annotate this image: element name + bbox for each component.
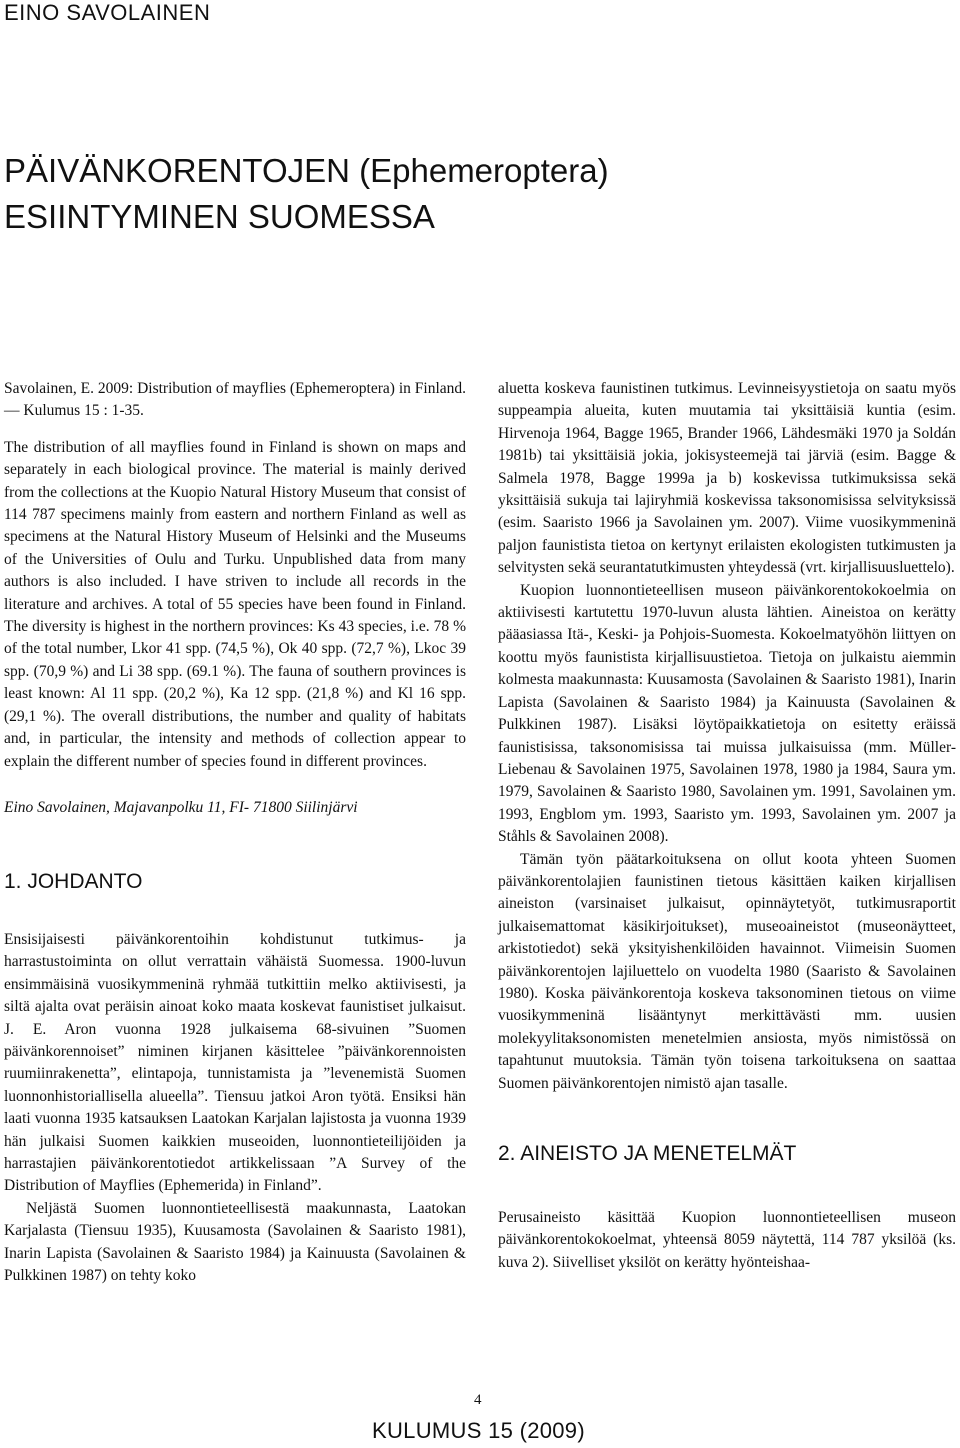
materials-paragraph-1: Perusaineisto käsittää Kuopion luonnontieteellisen museon päivänkorentokokoelmat, yhteensä 8059 näytettä, 114 787 yksilöä (ks. kuva 2). Siivelliset yksilöt on kerätty hyönteishaa-: [498, 1209, 956, 1271]
article-title: [4, 148, 904, 240]
right-column: [498, 378, 956, 1274]
page-number: 4: [474, 1392, 482, 1408]
journal-footer: KULUMUS 15 (2009): [372, 1418, 585, 1443]
section-heading-introduction: 1. JOHDANTO: [4, 869, 143, 893]
section-heading-materials: 2. AINEISTO JA MENETELMÄT: [498, 1142, 797, 1165]
author-name: EINO SAVOLAINEN: [4, 0, 211, 25]
title-line-1: PÄIVÄNKORENTOJEN (Ephemeroptera): [4, 152, 609, 189]
abstract-body: The distribution of all mayflies found in Finland is shown on maps and separately in each biological province. The material is mainly derived from the collections at the Kuopio Natural History Museum that consist of 114 787 specimens mainly from eastern and northern Finland as well as specimens at the Natural History Museum of Helsinki and the Museums of the Universities of Oulu and Turku. Unpublished data from many authors is also included. I have striven to include all records in the literature and archives. A total of 55 species have been found in Finland. The diversity is highest in the northern provinces: Ks 43 species, i.e. 78 % of the total number, Lkor 41 spp. (74,5 %), Ok 40 spp. (72,7 %), Lkoc 39 spp. (70,9 %) and Li 38 spp. (69.1 %). The fauna of southern provinces is least known: Al 11 spp. (20,2 %), Ka 12 spp. (21,8 %) and Kl 16 spp. (29,1 %). The overall distributions, the number and quality of habitats and, in particular, the intensity and methods of collection appear to explain the different number of species found in different provinces.: [4, 438, 466, 770]
intro-paragraph-5: Tämän työn päätarkoituksena on ollut koota yhteen Suomen päivänkorentolajien faunistinen tietous käsittäen kaiken kirjallisen aineiston (varsinaiset julkaisut, opinnäytetyöt, tutkimusraportit julkaisemattomat käsikirjoitukset), museoaineistot (museonäytteet, arkistotiedot) sekä yksityishenkilöiden havainnot. Viimeisin Suomen päivänkorentojen lajiluettelo on vuodelta 1980 (Saaristo & Savolainen 1980). Koska päivänkorentoja koskeva taksonominen tietous on viime vuosikymmeninä lisääntynyt merkittävästi mm. uusien molekyylitaksonomisten menetelmien ansiosta, myös nimistössä on tapahtunut muutoksia. Tämän työn toisena tarkoituksena on saattaa Suomen päivänkorentojen nimistö ajan tasalle.: [498, 850, 956, 1092]
intro-paragraph-1: Ensisijaisesti päivänkorentoihin kohdistunut tutkimus- ja harrastustoiminta on ollut verrattain vähäistä Suomessa. 1900-luvun ensimmäisinä vuosikymmeninä ryhmää tutkittiin melko aktiivisesti, ja siltä ajalta ovat peräisin ainoat koko maata koskevat faunistiset julkaisut. J. E. Aron vuonna 1928 julkaisema 68-sivuinen ”Suomen päivänkorennoiset” niminen kirjanen käsittelee ”päivänkorennoisten ruumiinrakenetta”, elintapoja, tunnistamista ja ”levenemistä Suomen luonnonhistoriallisella alueella”. Tiensuu jatkoi Aron työtä. Ensiksi hän laati vuonna 1935 katsauksen Laatokan Karjalan lajistosta ja vuonna 1939 hän julkaisi Suomen kaikkien museoiden, luonnontieteilijöiden ja harrastajien päivänkorentotiedot artikkelissaan ”A Survey of the Distribution of Mayflies (Ephemerida) in Finland”.: [4, 930, 466, 1195]
intro-paragraph-2: Neljästä Suomen luonnontieteellisestä maakunnasta, Laatokan Karjalasta (Tiensuu 1935), Kuusamosta (Savolainen & Saaristo 1981), Inarin Lapista (Savolainen & Saaristo 1984) ja Kainuusta (Savolainen & Pulkkinen 1987) on tehty koko: [4, 1199, 466, 1284]
title-line-2: ESIINTYMINEN SUOMESSA: [4, 198, 435, 235]
author-address: Eino Savolainen, Majavanpolku 11, FI- 71800 Siilinjärvi: [4, 798, 358, 816]
left-column: [4, 378, 466, 1287]
citation: Savolainen, E. 2009: Distribution of mayflies (Ephemeroptera) in Finland. — Kulumus 15 : 1-35.: [4, 380, 466, 420]
intro-paragraph-3: aluetta koskeva faunistinen tutkimus. Levinneisyystietoja on saatu myös suppeampia alueita, kuten muutamia tai yksittäisiä kuntia (esim. Hirvenoja 1964, Bagge 1965, Brander 1966, Lähdesmäki 1970 ja Soldán 1981b) tai yksittäisiä jokia, jokisysteemejä tai järviä (esim. Bagge & Salmela 1978, Bagge 1999a ja b) koskevissa tutkimuksissa sekä yksittäisiä sukuja tai lajiryhmiä koskevissa taksonomisissa selvityksissä (esim. Saaristo 1966 ja Savolainen ym. 2007). Viime vuosikymmeninä paljon faunistista tietoa on kertynyt erilaisten ekologisten tutkimusten ja selvitysten sekä seurantatutkimusten yhteydessä (vrt. kirjallisuusluettelo).: [498, 380, 956, 577]
intro-paragraph-4: Kuopion luonnontieteellisen museon päivänkorentokokoelmia on aktiivisesti kartutettu 1970-luvun alusta lähtien. Aineistoa on kerätty pääasiassa Itä-, Keski- ja Pohjois-Suomesta. Kokoelmatyöhön liittyen on koottu myös faunistista kirjallisuustietoa. Tietoja on julkaistu aiemmin kolmesta maakunnasta: Kuusamosta (Savolainen & Saaristo 1981), Inarin Lapista (Savolainen & Saaristo 1984) ja Kainuusta (Savolainen & Pulkkinen 1987). Lisäksi löytöpaikkatietoja on esitetty eräissä faunistisissa, taksonomisissa tai muissa julkaisuissa (mm. Müller-Liebenau & Savolainen 1975, Savolainen 1978, 1980 ja 1984, Saura ym. 1979, Savolainen & Saaristo 1980, Savolainen ym. 1991, Savolainen ym. 1993, Engblom ym. 1993, Saaristo ym. 1993, Savolainen ym. 2007 ja Ståhls & Savolainen 2008).: [498, 581, 957, 846]
